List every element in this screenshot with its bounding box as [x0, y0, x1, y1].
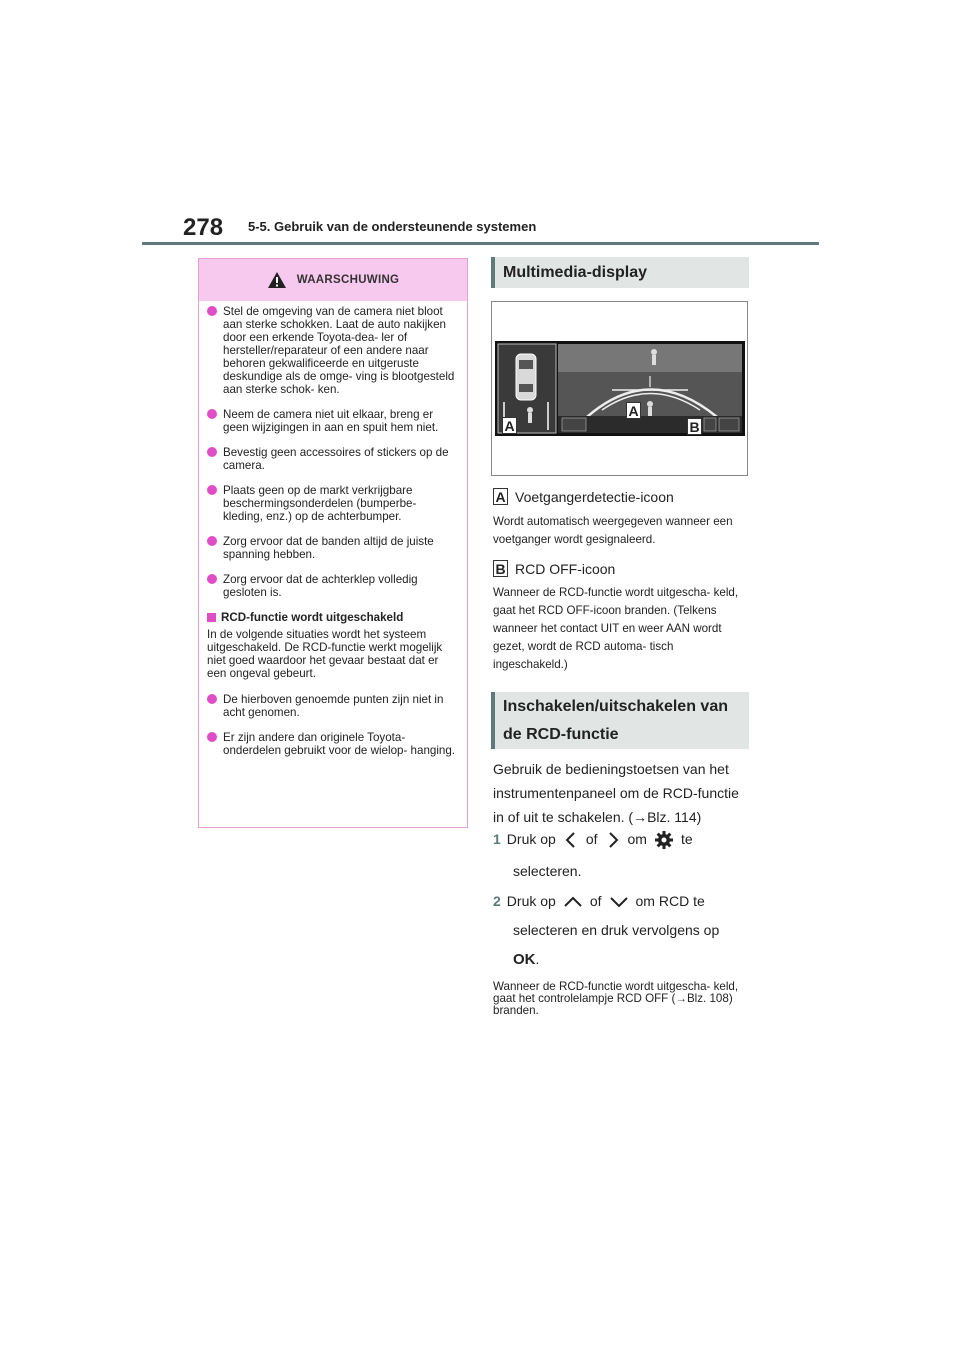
item-a-line — [493, 488, 674, 505]
warning-bullet: De hierboven genoemde punten zijn niet in acht genomen. — [207, 693, 457, 719]
header-rule — [142, 242, 819, 245]
step-2-number: 2 — [493, 893, 501, 909]
toggle-note: Wanneer de RCD-functie wordt uitgescha- keld, gaat het controlelampje RCD OFF (→Blz. 108) branden. — [493, 980, 739, 1017]
warning-bullet: Bevestig geen accessoires of stickers op de camera. — [207, 446, 457, 472]
warning-subheading: RCD-functie wordt uitgeschakeld — [207, 611, 457, 624]
chevron-up-icon — [563, 895, 583, 909]
warning-bullet: Stel de omgeving van de camera niet bloot aan sterke schokken. Laat de auto nakijken door een erkende Toyota-dea- ler of hersteller/reparateur of een andere naar behoren gekwalificeerde en uitgeruste deskundige als de omge- ving is blootgesteld aan sterke schok- ken. — [207, 305, 457, 396]
item-a-description: Wordt automatisch weergegeven wanneer een voetganger wordt gesignaleerd. — [493, 515, 733, 546]
item-b-description: Wanneer de RCD-functie wordt uitgescha- keld, gaat het RCD OFF-icoon branden. (Telkens wanneer het contact UIT en weer AAN wordt gezet, wordt de RCD automa- tisch ingeschakeld.) — [493, 586, 739, 671]
gear-icon — [654, 830, 674, 850]
multimedia-heading: Multimedia-display — [491, 257, 749, 288]
chevron-right-icon — [606, 831, 620, 849]
camera-display-illustration — [492, 302, 747, 475]
warning-bullet: Neem de camera niet uit elkaar, breng er geen wijzigingen in aan en spuit hem niet. — [207, 408, 457, 434]
warning-triangle-icon — [267, 271, 287, 289]
section-title: 5-5. Gebruik van de ondersteunende systemen — [248, 219, 537, 234]
item-b-title: RCD OFF-icoon — [515, 560, 616, 577]
toggle-heading: Inschakelen/uitschakelen van de RCD-functie — [491, 692, 749, 749]
ok-button-glyph: OK — [513, 951, 536, 968]
display-illustration — [491, 301, 748, 476]
item-a-title: Voetgangerdetectie-icoon — [515, 488, 674, 505]
warning-bullet: Zorg ervoor dat de banden altijd de juiste spanning hebben. — [207, 535, 457, 561]
warning-bullet: Er zijn andere dan originele Toyota- onderdelen gebruikt voor de wielop- hanging. — [207, 731, 457, 757]
item-b-label: B — [493, 560, 508, 577]
chevron-down-icon — [609, 895, 629, 909]
step-1-number: 1 — [493, 831, 501, 847]
item-b-line — [493, 560, 615, 577]
warning-box — [198, 258, 468, 828]
toggle-intro: Gebruik de bedieningstoetsen van het instrumentenpaneel om de RCD-functie in of uit te schakelen. (→Blz. 114) — [493, 761, 739, 825]
item-a-label: A — [493, 488, 508, 505]
chevron-left-icon — [564, 831, 578, 849]
warning-title: WAARSCHUWING — [296, 274, 400, 286]
warning-header — [199, 259, 467, 301]
warning-bullet: Plaats geen op de markt verkrijgbare beschermingsonderdelen (bumperbe- kleding, enz.) op de achterbumper. — [207, 484, 457, 523]
warning-paragraph: In de volgende situaties wordt het systeem uitgeschakeld. De RCD-functie werkt mogelijk niet goed waardoor het gevaar bestaat dat er een ongeval gebeurt. — [207, 628, 443, 680]
step-2: 2 Druk op of om RCD te selecteren en druk vervolgens op OK. — [493, 887, 753, 974]
page-number: 278 — [183, 214, 224, 241]
warning-bullet: Zorg ervoor dat de achterklep volledig gesloten is. — [207, 573, 457, 599]
step-1: 1 Druk op of om te selecteren. — [493, 825, 753, 886]
callout-a-center: A — [626, 402, 641, 419]
callout-b: B — [687, 418, 702, 435]
callout-a-left: A — [502, 417, 517, 434]
